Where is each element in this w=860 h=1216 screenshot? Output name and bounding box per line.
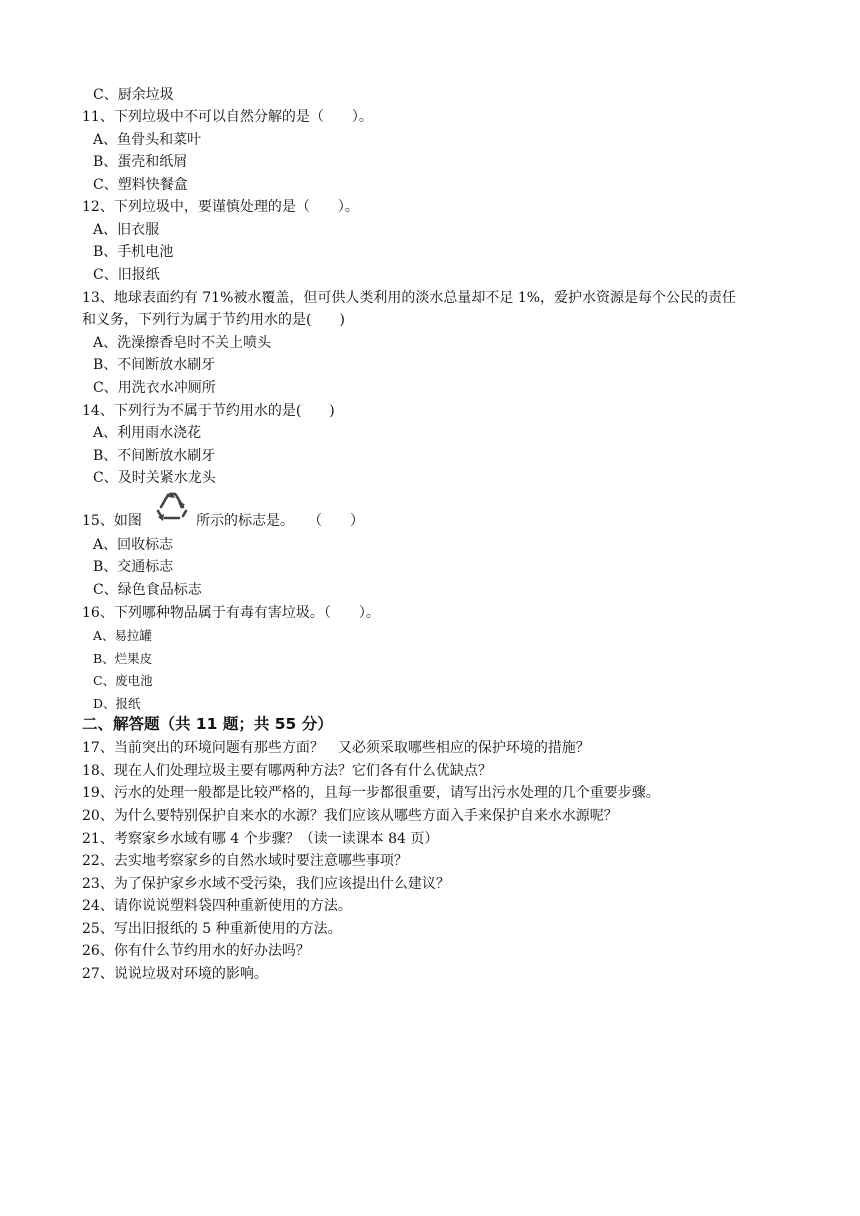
- question-26: 26、你有什么节约用水的好办法吗？: [82, 943, 310, 959]
- question-22: 22、去实地考察家乡的自然水域时要注意哪些事项？: [82, 853, 408, 869]
- option-line: B、不间断放水刷牙: [93, 357, 216, 373]
- option-line: A、回收标志: [93, 537, 174, 553]
- option-line: A、鱼骨头和菜叶: [93, 132, 202, 148]
- question-19: 19、污水的处理一般都是比较严格的，且每一步都很重要，请写出污水处理的几个重要步骤。: [82, 785, 660, 801]
- option-line: A、旧衣服: [93, 222, 160, 238]
- recycle-icon: [151, 490, 193, 526]
- question-17: 17、当前突出的环境问题有那些方面？ 又必须采取哪些相应的保护环境的措施？: [82, 740, 590, 756]
- question-24: 24、请你说说塑料袋四种重新使用的方法。: [82, 898, 352, 914]
- question-27: 27、说说垃圾对环境的影响。: [82, 966, 268, 982]
- question-13: 13、地球表面约有 71%被水覆盖，但可供人类利用的淡水总量却不足 1%，爱护水资源是每个公民的责任: [82, 290, 737, 306]
- question-14: 14、下列行为不属于节约用水的是( ): [82, 403, 335, 419]
- question-20: 20、为什么要特别保护自来水的水源？我们应该从哪些方面入手来保护自来水水源呢？: [82, 808, 618, 824]
- question-25: 25、写出旧报纸的 5 种重新使用的方法。: [82, 921, 342, 937]
- question-15-suffix: 所示的标志是。 （ ）: [196, 513, 364, 529]
- option-line: C、旧报纸: [93, 267, 160, 283]
- question-11: 11、下列垃圾中不可以自然分解的是（ ）。: [82, 109, 373, 125]
- option-line: B、交通标志: [93, 559, 174, 575]
- option-line: A、易拉罐: [93, 628, 153, 643]
- question-18: 18、现在人们处理垃圾主要有哪两种方法？它们各有什么优缺点？: [82, 763, 492, 779]
- option-line: A、利用雨水浇花: [93, 425, 202, 441]
- question-12: 12、下列垃圾中，要谨慎处理的是（ ）。: [82, 199, 359, 215]
- option-line: B、蛋壳和纸屑: [93, 154, 188, 170]
- option-line: B、烂果皮: [93, 651, 153, 666]
- option-line: D、报纸: [93, 696, 141, 711]
- option-line: C、及时关紧水龙头: [93, 470, 216, 486]
- question-23: 23、为了保护家乡水域不受污染，我们应该提出什么建议？: [82, 876, 450, 892]
- option-line: A、洗澡擦香皂时不关上喷头: [93, 335, 272, 351]
- section-heading: 二、解答题（共 11 题；共 55 分）: [82, 715, 333, 733]
- question-16: 16、下列哪种物品属于有毒有害垃圾。（ ）。: [82, 605, 380, 621]
- question-13-continued: 和义务，下列行为属于节约用水的是( ): [82, 312, 345, 328]
- option-line: B、不间断放水刷牙: [93, 448, 216, 464]
- option-line: C、废电池: [93, 673, 153, 688]
- option-line: B、手机电池: [93, 244, 174, 260]
- question-21: 21、考察家乡水域有哪 4 个步骤？（读一读课本 84 页）: [82, 831, 439, 847]
- option-line: C、厨余垃圾: [93, 87, 174, 103]
- option-line: C、用洗衣水冲厕所: [93, 380, 216, 396]
- option-line: C、绿色食品标志: [93, 582, 202, 598]
- option-line: C、塑料快餐盒: [93, 177, 188, 193]
- question-15-prefix: 15、如图: [82, 513, 142, 529]
